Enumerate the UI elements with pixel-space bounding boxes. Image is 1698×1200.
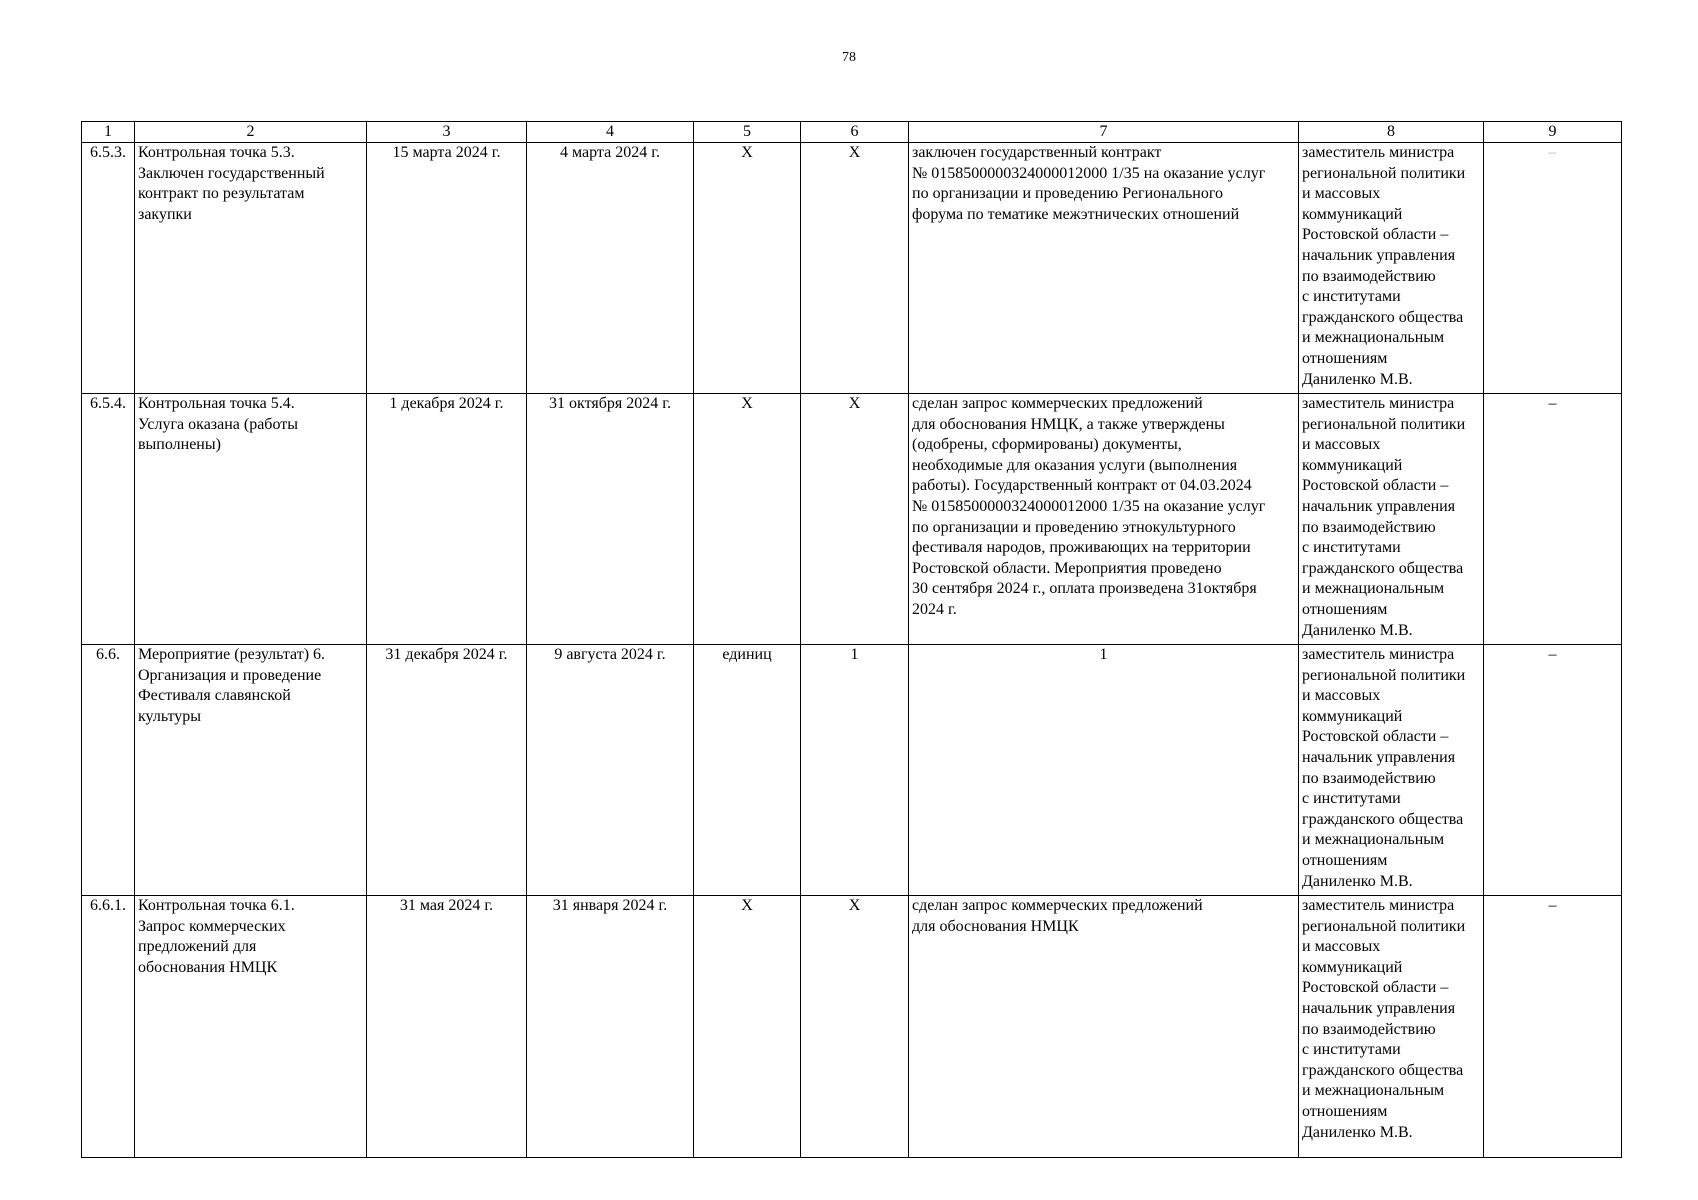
responsible: заместитель министра региональной политики и массовых коммуникаций Ростовской области – начальник управления по взаимодействию с институтами гражданского общества и межнациональным отношениям Даниленко М.В.	[1299, 143, 1484, 394]
header-cell-3: 3	[367, 122, 527, 143]
row-name: Контрольная точка 5.4. Услуга оказана (работы выполнены)	[135, 394, 367, 645]
page-number: 78	[842, 50, 856, 65]
responsible: заместитель министра региональной политики и массовых коммуникаций Ростовской области – начальник управления по взаимодействию с институтами гражданского общества и межнациональным отношениям Даниленко М.В.	[1299, 896, 1484, 1158]
table-row	[82, 143, 1622, 394]
header-row	[82, 122, 1622, 143]
value: Х	[801, 143, 909, 394]
note: –	[1484, 394, 1622, 645]
fact-date: 4 марта 2024 г.	[527, 143, 694, 394]
note: –	[1484, 896, 1622, 1158]
row-name: Мероприятие (результат) 6. Организация и проведение Фестиваля славянской культуры	[135, 645, 367, 896]
header-cell-1: 1	[82, 122, 135, 143]
table-row	[82, 394, 1622, 645]
value: Х	[801, 394, 909, 645]
plan-date: 31 декабря 2024 г.	[367, 645, 527, 896]
fact-date: 9 августа 2024 г.	[527, 645, 694, 896]
unit: Х	[694, 896, 801, 1158]
fact-date: 31 октября 2024 г.	[527, 394, 694, 645]
header-cell-6: 6	[801, 122, 909, 143]
plan-date: 1 декабря 2024 г.	[367, 394, 527, 645]
header-cell-5: 5	[694, 122, 801, 143]
responsible: заместитель министра региональной политики и массовых коммуникаций Ростовской области – начальник управления по взаимодействию с институтами гражданского общества и межнациональным отношениям Даниленко М.В.	[1299, 394, 1484, 645]
value: Х	[801, 896, 909, 1158]
unit: Х	[694, 143, 801, 394]
info: сделан запрос коммерческих предложений для обоснования НМЦК	[909, 896, 1299, 1158]
header-cell-7: 7	[909, 122, 1299, 143]
row-number: 6.5.4.	[82, 394, 135, 645]
plan-date: 31 мая 2024 г.	[367, 896, 527, 1158]
report-table	[81, 121, 1622, 1158]
table-row	[82, 645, 1622, 896]
row-number: 6.6.1.	[82, 896, 135, 1158]
header-cell-4: 4	[527, 122, 694, 143]
row-name: Контрольная точка 6.1. Запрос коммерческих предложений для обоснования НМЦК	[135, 896, 367, 1158]
info: 1	[909, 645, 1299, 896]
info: заключен государственный контракт № 0158500000324000012000 1/35 на оказание услуг по организации и проведению Регионального форума по тематике межэтнических отношений	[909, 143, 1299, 394]
plan-date: 15 марта 2024 г.	[367, 143, 527, 394]
responsible: заместитель министра региональной политики и массовых коммуникаций Ростовской области – начальник управления по взаимодействию с институтами гражданского общества и межнациональным отношениям Даниленко М.В.	[1299, 645, 1484, 896]
info: сделан запрос коммерческих предложений для обоснования НМЦК, а также утверждены (одобрены, сформированы) документы, необходимые для оказания услуги (выполнения работы). Государственный контракт от 04.03.2024 № 0158500000324000012000 1/35 на оказание услуг по организации и проведению этнокультурного фестиваля народов, проживающих на территории Ростовской области. Мероприятия проведено 30 сентября 2024 г., оплата произведена 31октября 2024 г.	[909, 394, 1299, 645]
row-number: 6.5.3.	[82, 143, 135, 394]
table-row	[82, 896, 1622, 1158]
value: 1	[801, 645, 909, 896]
fact-date: 31 января 2024 г.	[527, 896, 694, 1158]
note: –	[1484, 645, 1622, 896]
header-cell-8: 8	[1299, 122, 1484, 143]
header-cell-2: 2	[135, 122, 367, 143]
note: –	[1484, 143, 1622, 394]
row-number: 6.6.	[82, 645, 135, 896]
unit: единиц	[694, 645, 801, 896]
unit: Х	[694, 394, 801, 645]
header-cell-9: 9	[1484, 122, 1622, 143]
row-name: Контрольная точка 5.3. Заключен государственный контракт по результатам закупки	[135, 143, 367, 394]
